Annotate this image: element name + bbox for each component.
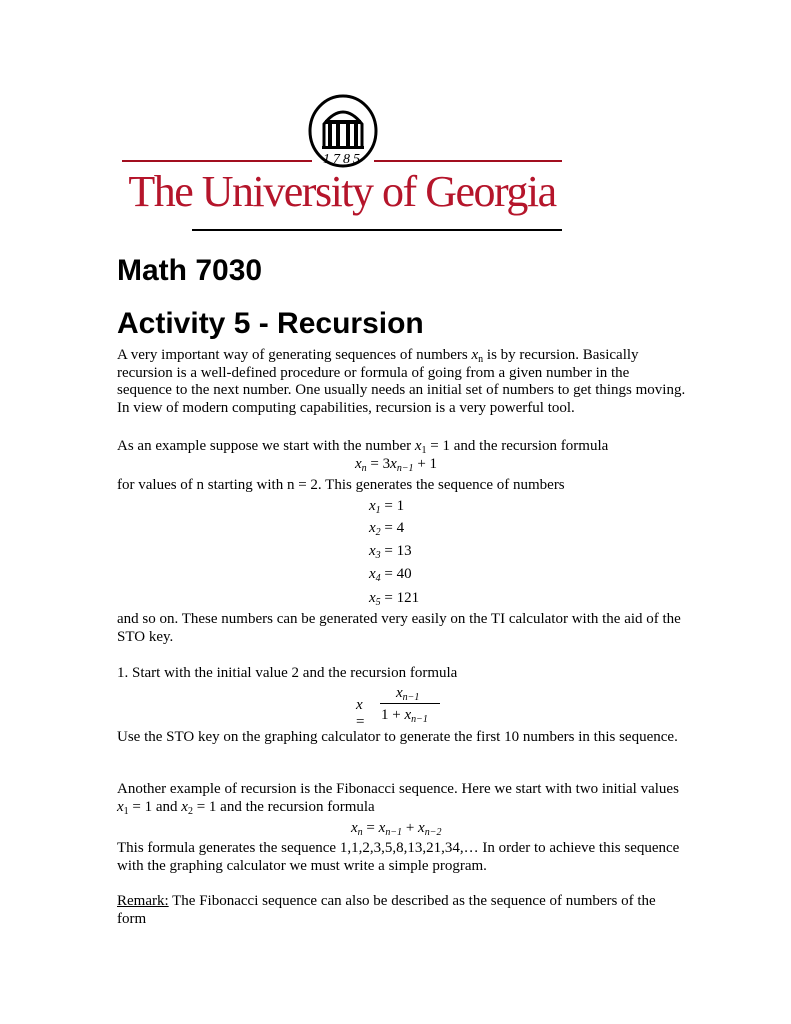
fib-text-3: = 1 and the recursion formula <box>192 798 375 815</box>
logo-year: 1785 <box>323 152 363 167</box>
remark-paragraph <box>117 893 687 928</box>
after-fraction-paragraph: Use the STO key on the graphing calculator to generate the first 10 numbers in this sequence. <box>117 729 678 745</box>
fraction-bar <box>380 703 440 704</box>
logo-rule-left <box>122 160 312 162</box>
sequence-term <box>369 543 412 560</box>
seq-var: x <box>369 498 376 514</box>
exercise-1: 1. Start with the initial value 2 and the recursion formula <box>117 665 458 681</box>
frac-num-sub: n−1 <box>402 692 420 703</box>
seq-var: x <box>369 543 376 559</box>
intro-paragraph <box>117 347 687 417</box>
frac-den-var: x <box>404 707 412 723</box>
seq-var: x <box>369 590 376 606</box>
university-logo <box>122 94 562 234</box>
seq-sub: 5 <box>375 597 381 608</box>
f2-rel: = <box>362 820 379 836</box>
seq-rel: = 40 <box>380 566 412 582</box>
sequence-term <box>369 520 404 537</box>
after-formula-text: for values of n starting with n = 2. This generates the sequence of numbers <box>117 477 565 493</box>
formula-fibonacci <box>351 820 441 837</box>
course-title: Math 7030 <box>117 254 263 287</box>
intro-text-2: is by recursion. Basically recursion is a well-defined procedure or formula of going from a given number in the sequence to the next number. One usually needs an initial set of numbers to get things moving. In view of modern computing capabilities, recursion is a very powerful tool. <box>117 347 686 416</box>
activity-title: Activity 5 - Recursion <box>117 307 424 340</box>
f1-tail: + 1 <box>413 456 438 472</box>
seq-rel: = 13 <box>380 543 412 559</box>
frac-denominator <box>381 707 428 724</box>
seq-rel: = 4 <box>380 520 405 536</box>
seq-sub: 2 <box>375 527 381 538</box>
frac-lhs-var: x <box>356 697 363 713</box>
example-text-1: As an example suppose we start with the number <box>117 438 415 454</box>
seq-var: x <box>369 566 376 582</box>
fibonacci-intro-paragraph <box>117 781 687 816</box>
seq-rel: = 121 <box>380 590 420 606</box>
frac-numerator <box>396 685 419 702</box>
intro-text-1: A very important way of generating sequences of numbers <box>117 347 472 363</box>
example-sub: 1 <box>421 445 427 456</box>
fib-text-1: Another example of recursion is the Fibonacci sequence. Here we start with two initial values <box>117 781 679 797</box>
f2-b: x <box>418 820 425 836</box>
f1-rhs-sub: n−1 <box>396 463 414 474</box>
after-sequence-paragraph: and so on. These numbers can be generated very easily on the TI calculator with the aid of the STO key. <box>117 611 681 645</box>
logo-rule-bottom <box>192 229 562 231</box>
frac-den-sub: n−1 <box>411 714 428 725</box>
frac-lhs <box>356 697 364 731</box>
f2-b-sub: n−2 <box>424 827 442 838</box>
f2-plus: + <box>402 820 419 836</box>
example-paragraph <box>117 438 687 456</box>
f1-lhs: x <box>355 456 362 472</box>
example-text-2: = 1 and the recursion formula <box>426 438 609 454</box>
example-var: x <box>414 438 422 454</box>
frac-den-pre: 1 + <box>381 707 405 723</box>
seq-sub: 3 <box>375 550 381 561</box>
seq-sub: 1 <box>375 505 381 516</box>
fib-text-2: = 1 and <box>128 798 182 815</box>
frac-eq: = <box>356 714 365 730</box>
fib-var-1: x <box>117 798 124 815</box>
sequence-term <box>369 590 419 607</box>
f1-rhs: x <box>390 456 397 472</box>
f2-lhs-sub: n <box>357 827 363 838</box>
f2-lhs: x <box>351 820 358 836</box>
seq-var: x <box>369 520 376 536</box>
f1-lhs-sub: n <box>361 463 367 474</box>
seq-sub: 4 <box>375 573 381 584</box>
intro-var: x <box>471 347 479 363</box>
formula-recursion <box>355 456 437 473</box>
f2-a-sub: n−1 <box>385 827 403 838</box>
intro-sub: n <box>478 354 484 365</box>
after-fibonacci-formula-paragraph: This formula generates the sequence 1,1,2,3,5,8,13,21,34,… In order to achieve this sequence with the graphing calculator we must write a simple program. <box>117 840 680 874</box>
fib-sub-1: 1 <box>123 805 129 817</box>
remark-label: Remark: <box>117 893 169 909</box>
frac-num-var: x <box>396 685 403 701</box>
remark-text: The Fibonacci sequence can also be described as the sequence of numbers of the form <box>117 893 656 927</box>
logo-wordmark: The University of Georgia <box>128 167 556 216</box>
f1-rel: = 3 <box>366 456 391 472</box>
fib-sub-2: 2 <box>187 805 193 817</box>
seq-rel: = 1 <box>380 498 405 514</box>
fib-var-2: x <box>181 798 188 815</box>
sequence-term <box>369 566 412 583</box>
sequence-term <box>369 498 404 515</box>
f2-a: x <box>378 820 386 836</box>
logo-rule-right <box>374 160 562 162</box>
